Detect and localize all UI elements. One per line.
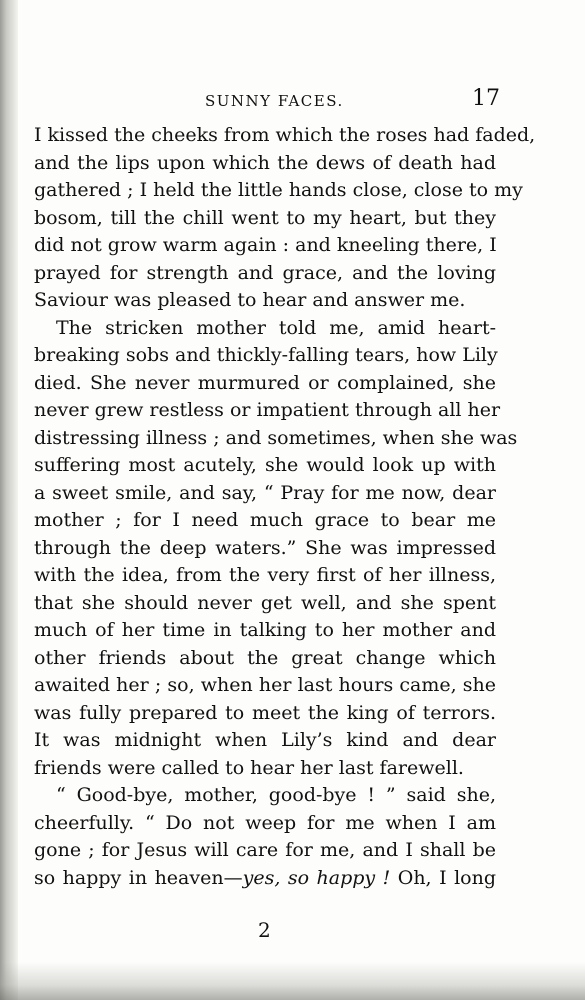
text-line: The stricken mother told me, amid heart-: [56, 316, 496, 339]
text-line: was fully prepared to meet the king of terrors.: [34, 701, 496, 724]
text-line-final: [34, 865, 496, 893]
text-line: gathered ; I held the little hands close, close to my: [34, 179, 523, 201]
text-line: cheerfully. “ Do not weep for me when I am: [34, 811, 496, 834]
page-header: [60, 86, 500, 116]
final-line-start: so happy in heaven—: [34, 866, 243, 889]
text-line: breaking sobs and thickly-falling tears, how Lily: [34, 344, 498, 366]
text-line: “ Good-bye, mother, good-bye ! ” said she,: [56, 784, 496, 806]
final-line-end: Oh, I long: [390, 866, 496, 889]
text-line: died. She never murmured or complained, she: [34, 371, 496, 394]
text-line: other friends about the great change which: [34, 646, 496, 669]
body-text: [34, 122, 536, 892]
text-line: much of her time in talking to her mother and: [34, 619, 496, 641]
text-line: that she should never get well, and she spent: [34, 591, 496, 614]
page-bottom-shadow: [0, 962, 585, 1000]
text-line: never grew restless or impatient through all her: [34, 399, 501, 421]
text-line: through the deep waters.” She was impressed: [34, 536, 496, 559]
text-line: prayed for strength and grace, and the loving: [34, 261, 496, 284]
signature-mark: 2: [258, 918, 271, 942]
page-number: 17: [472, 86, 500, 111]
text-line: I kissed the cheeks from which the roses had faded,: [34, 124, 536, 146]
page-spine-shadow: [0, 0, 18, 1000]
text-line: suffering most acutely, she would look up with: [34, 454, 496, 476]
text-line: with the idea, from the very first of her illness,: [34, 564, 496, 586]
text-line: friends were called to hear her last farewell.: [34, 756, 464, 779]
text-line: did not grow warm again : and kneeling there, I: [34, 234, 497, 256]
text-line: gone ; for Jesus will care for me, and I shall be: [34, 839, 496, 861]
text-line: distressing illness ; and sometimes, when she was: [34, 426, 518, 449]
running-head: SUNNY FACES.: [205, 92, 344, 110]
text-line: It was midnight when Lily’s kind and dear: [34, 729, 496, 751]
text-line: mother ; for I need much grace to bear me: [34, 509, 496, 531]
text-line: awaited her ; so, when her last hours came, she: [34, 674, 496, 696]
emphasized-text: yes, so happy !: [242, 866, 391, 889]
text-line: bosom, till the chill went to my heart, but they: [34, 206, 496, 229]
text-line: Saviour was pleased to hear and answer me.: [34, 289, 466, 311]
text-line: a sweet smile, and say, “ Pray for me now, dear: [34, 481, 496, 504]
text-line: and the lips upon which the dews of death had: [34, 151, 496, 174]
